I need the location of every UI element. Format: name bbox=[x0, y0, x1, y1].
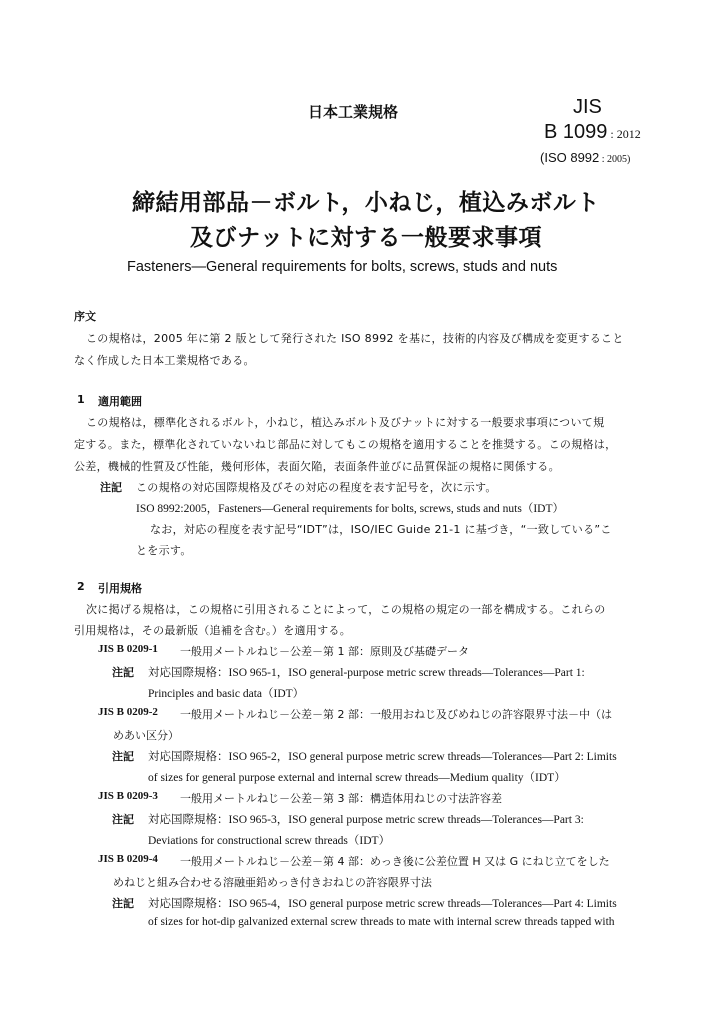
references-number: 2 bbox=[77, 580, 85, 593]
scope-number: 1 bbox=[77, 393, 85, 406]
ref-note-line-2: of sizes for hot-dip galvanized external screw threads to mate with internal screw threads tapped with bbox=[148, 916, 615, 928]
ref-note-line-2: Principles and basic data（IDT） bbox=[148, 688, 305, 700]
iso-number: (ISO 8992 bbox=[540, 150, 600, 165]
ref-title: 一般用メートルねじ－公差－第 4 部：めっき後に公差位置 H 又は G にねじ立てをした bbox=[180, 855, 610, 868]
ref-title: 一般用メートルねじ－公差－第 3 部：構造体用ねじの寸法許容差 bbox=[180, 792, 502, 805]
ref-note-line-1: 対応国際規格：ISO 965-4，ISO general purpose metric screw threads—Tolerances—Part 4: Limits bbox=[148, 898, 617, 910]
scope-note-line-4: とを示す。 bbox=[136, 544, 192, 557]
title-ja-line2: 及びナットに対する一般要求事項 bbox=[190, 225, 543, 251]
ref-note-line-1: 対応国際規格：ISO 965-1，ISO general-purpose metric screw threads—Tolerances—Part 1: bbox=[148, 667, 585, 679]
ref-note-line-2: Deviations for constructional screw threads（IDT） bbox=[148, 835, 391, 847]
scope-line-2: 定する。また，標準化されていないねじ部品に対してもこの規格を適用することを推奨する。この規格は， bbox=[74, 438, 617, 451]
ref-note-line-1: 対応国際規格：ISO 965-3，ISO general purpose metric screw threads—Tolerances—Part 3: bbox=[148, 814, 584, 826]
ref-note-line-2: of sizes for general purpose external and internal screw threads—Medium quality（IDT） bbox=[148, 772, 566, 784]
ref-code: JIS B 0209-2 bbox=[98, 706, 158, 718]
scope-note-label: 注記 bbox=[100, 481, 122, 494]
standard-number-main: B 1099 bbox=[544, 121, 608, 143]
ref-title-cont: めねじと組み合わせる溶融亜鉛めっき付きおねじの許容限界寸法 bbox=[113, 876, 432, 889]
iso-year: 2005) bbox=[607, 154, 631, 165]
jis-label: JIS bbox=[573, 96, 602, 118]
scope-heading: 適用範囲 bbox=[98, 395, 142, 408]
ref-note-label: 注記 bbox=[112, 897, 134, 910]
ref-note-label: 注記 bbox=[112, 750, 134, 763]
preface-line-1: この規格は，2005 年に第 2 版として発行された ISO 8992 を基に，技術的内容及び構成を変更すること bbox=[86, 332, 624, 345]
preface-line-2: なく作成した日本工業規格である。 bbox=[74, 354, 255, 367]
scope-line-3: 公差，機械的性質及び性能，幾何形体，表面欠陥，表面条件並びに品質保証の規格に関係する。 bbox=[74, 460, 560, 473]
ref-note-label: 注記 bbox=[112, 813, 134, 826]
ref-note-label: 注記 bbox=[112, 666, 134, 679]
ref-title-cont: めあい区分） bbox=[113, 729, 179, 742]
standard-year: : 2012 bbox=[607, 127, 641, 141]
standard-type: 日本工業規格 bbox=[308, 103, 399, 121]
references-line-1: 次に掲げる規格は，この規格に引用されることによって，この規格の規定の一部を構成する。これらの bbox=[86, 603, 606, 616]
ref-code: JIS B 0209-4 bbox=[98, 853, 158, 865]
references-line-2: 引用規格は，その最新版（追補を含む。）を適用する。 bbox=[74, 624, 351, 637]
ref-code: JIS B 0209-3 bbox=[98, 790, 158, 802]
ref-title: 一般用メートルねじ－公差－第 2 部：一般用おねじ及びめねじの許容限界寸法－中（は bbox=[180, 708, 612, 721]
title-ja-line1: 締結用部品－ボルト，小ねじ，植込みボルト bbox=[132, 190, 600, 216]
preface-heading: 序文 bbox=[74, 310, 96, 323]
ref-title: 一般用メートルねじ－公差－第 1 部：原則及び基礎データ bbox=[180, 645, 469, 658]
scope-note-line-3: なお，対応の程度を表す記号“IDT”は，ISO/IEC Guide 21-1 に基づき，“一致している”こ bbox=[150, 523, 612, 536]
ref-note-line-1: 対応国際規格：ISO 965-2，ISO general purpose metric screw threads—Tolerances—Part 2: Limits bbox=[148, 751, 617, 763]
references-heading: 引用規格 bbox=[98, 582, 142, 595]
iso-reference: (ISO 8992 : 2005) bbox=[540, 150, 631, 165]
scope-note-line-2: ISO 8992:2005，Fasteners—General requirements for bolts, screws, studs and nuts（IDT） bbox=[136, 503, 564, 515]
standard-number bbox=[544, 121, 641, 144]
scope-note-line-1: この規格の対応国際規格及びその対応の程度を表す記号を，次に示す。 bbox=[136, 481, 497, 494]
title-english: Fasteners—General requirements for bolts, screws, studs and nuts bbox=[127, 259, 558, 275]
ref-code: JIS B 0209-1 bbox=[98, 643, 158, 655]
scope-line-1: この規格は，標準化されるボルト，小ねじ，植込みボルト及びナットに対する一般要求事項について規 bbox=[86, 416, 605, 429]
